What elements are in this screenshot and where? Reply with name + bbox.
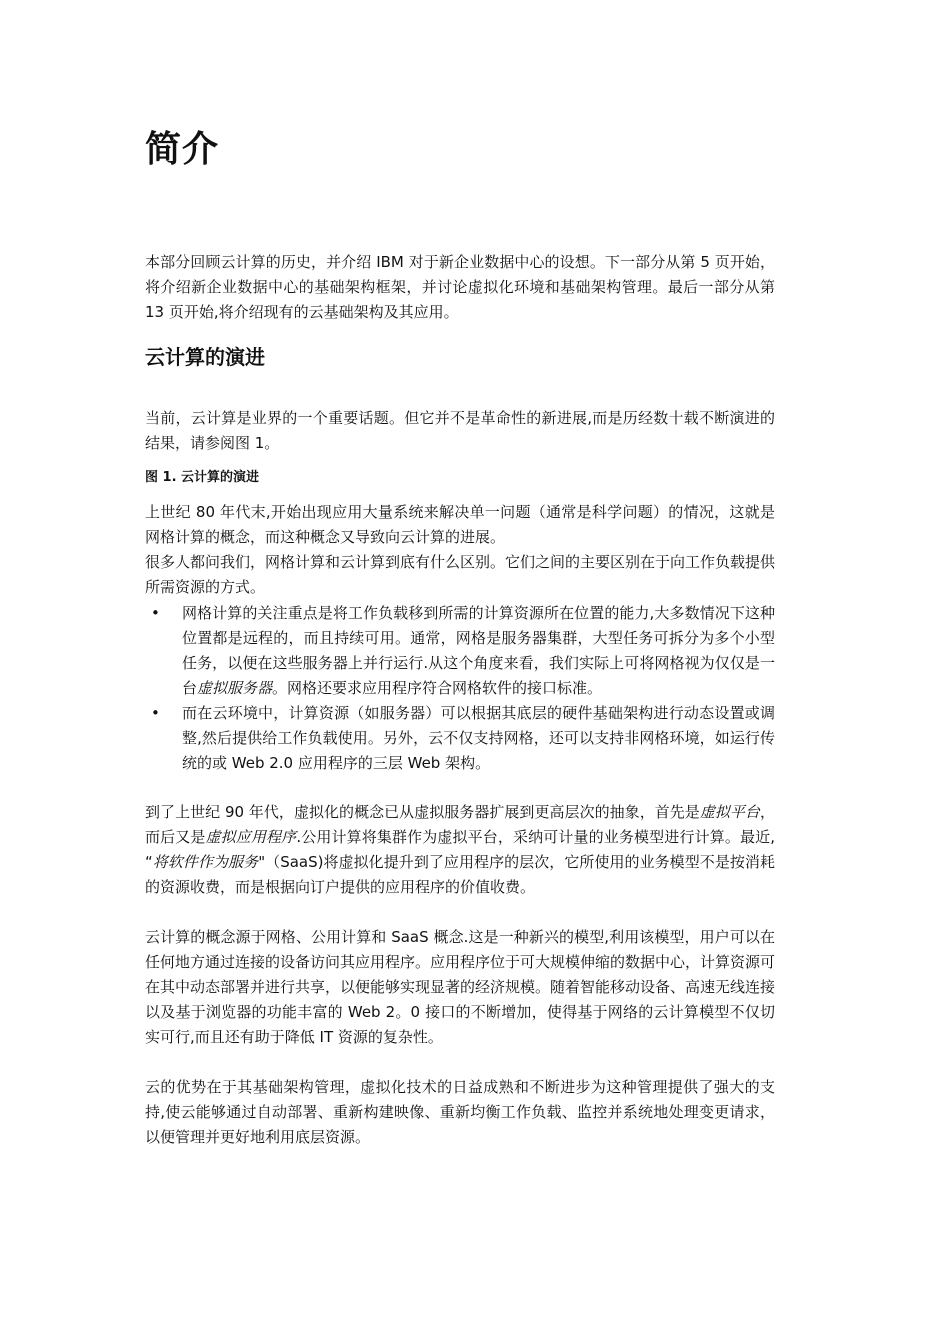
paragraph-difference: 很多人都问我们，网格计算和云计算到底有什么区别。它们之间的主要区别在于向工作负载提供所需资源的方式。 [145, 553, 776, 596]
bullet-1-tail: 。网格还要求应用程序符合网格软件的接口标准。 [272, 679, 603, 697]
bullet-icon: • [151, 604, 160, 622]
list-item [145, 601, 775, 701]
p90-italic-1: 虚拟平台 [699, 803, 760, 821]
section-intro-paragraph: 当前，云计算是业界的一个重要话题。但它并不是革命性的新进展,而是历经数十载不断演进的结果，请参阅图 1。 [145, 409, 775, 452]
figure-caption: 图 1. 云计算的演进 [145, 470, 260, 485]
p90-text-4: "（SaaS)将虚拟化提升到了应用程序的层次，它所使用的业务模型不是按消耗的资源收费，而是根据向订户提供的应用程序的价值收费。 [145, 853, 775, 896]
intro-paragraph: 本部分回顾云计算的历史，并介绍 IBM 对于新企业数据中心的设想。下一部分从第 5 页开始，将介绍新企业数据中心的基础架构框架，并讨论虚拟化环境和基础架构管理。最后一部分从第 13 页开始,将介绍现有的云基础架构及其应用。 [145, 253, 775, 321]
bullet-2-text: 而在云环境中，计算资源（如服务器）可以根据其底层的硬件基础架构进行动态设置或调整,然后提供给工作负载使用。另外，云不仅支持网格，还可以支持非网格环境，如运行传统的或 Web 2.0 应用程序的三层 Web 架构。 [182, 704, 775, 772]
paragraph-90s [145, 800, 775, 900]
p90-text-1: 到了上世纪 90 年代，虚拟化的概念已从虚拟服务器扩展到更高层次的抽象，首先是 [145, 803, 700, 821]
section-heading: 云计算的演进 [145, 345, 265, 369]
bullet-list [145, 601, 775, 776]
page-title: 简介 [145, 129, 220, 170]
paragraph-80s: 上世纪 80 年代末,开始出现应用大量系统来解决单一问题（通常是科学问题）的情况，这就是网格计算的概念，而这种概念又导致向云计算的进展。 [145, 503, 775, 546]
bullet-icon: • [151, 704, 160, 722]
p90-text-2: ，而后又是 [145, 803, 775, 846]
paragraph-advantage: 云的优势在于其基础架构管理，虚拟化技术的日益成熟和不断进步为这种管理提供了强大的支持,使云能够通过自动部署、重新构建映像、重新均衡工作负载、监控并系统地处理变更请求，以便管理并更好地利用底层资源。 [145, 1078, 775, 1146]
p90-italic-2: 虚拟应用程序 [205, 828, 297, 846]
paragraph-concept: 云计算的概念源于网格、公用计算和 SaaS 概念.这是一种新兴的模型,利用该模型，用户可以在任何地方通过连接的设备访问其应用程序。应用程序位于可大规模伸缩的数据中心，计算资源可在其中动态部署并进行共享，以便能够实现显著的经济规模。随着智能移动设备、高速无线连接以及基于浏览器的功能丰富的 Web 2。0 接口的不断增加，使得基于网络的云计算模型不仅切实可行,而且还有助于降低 IT 资源的复杂性。 [145, 928, 776, 1046]
bullet-1-text: 网格计算的关注重点是将工作负载移到所需的计算资源所在位置的能力,大多数情况下这种位置都是远程的，而且持续可用。通常，网格是服务器集群，大型任务可拆分为多个小型任务，以便在这些服务器上并行运行.从这个角度来看，我们实际上可将网格视为仅仅是一台 [182, 604, 775, 697]
bullet-1-italic: 虚拟服务器 [197, 679, 273, 697]
list-item [145, 701, 775, 776]
p90-text-3: .公用计算将集群作为虚拟平台，采纳可计量的业务模型进行计算。最近, “ [145, 828, 775, 871]
p90-italic-3: 将软件作为服务 [152, 853, 259, 871]
